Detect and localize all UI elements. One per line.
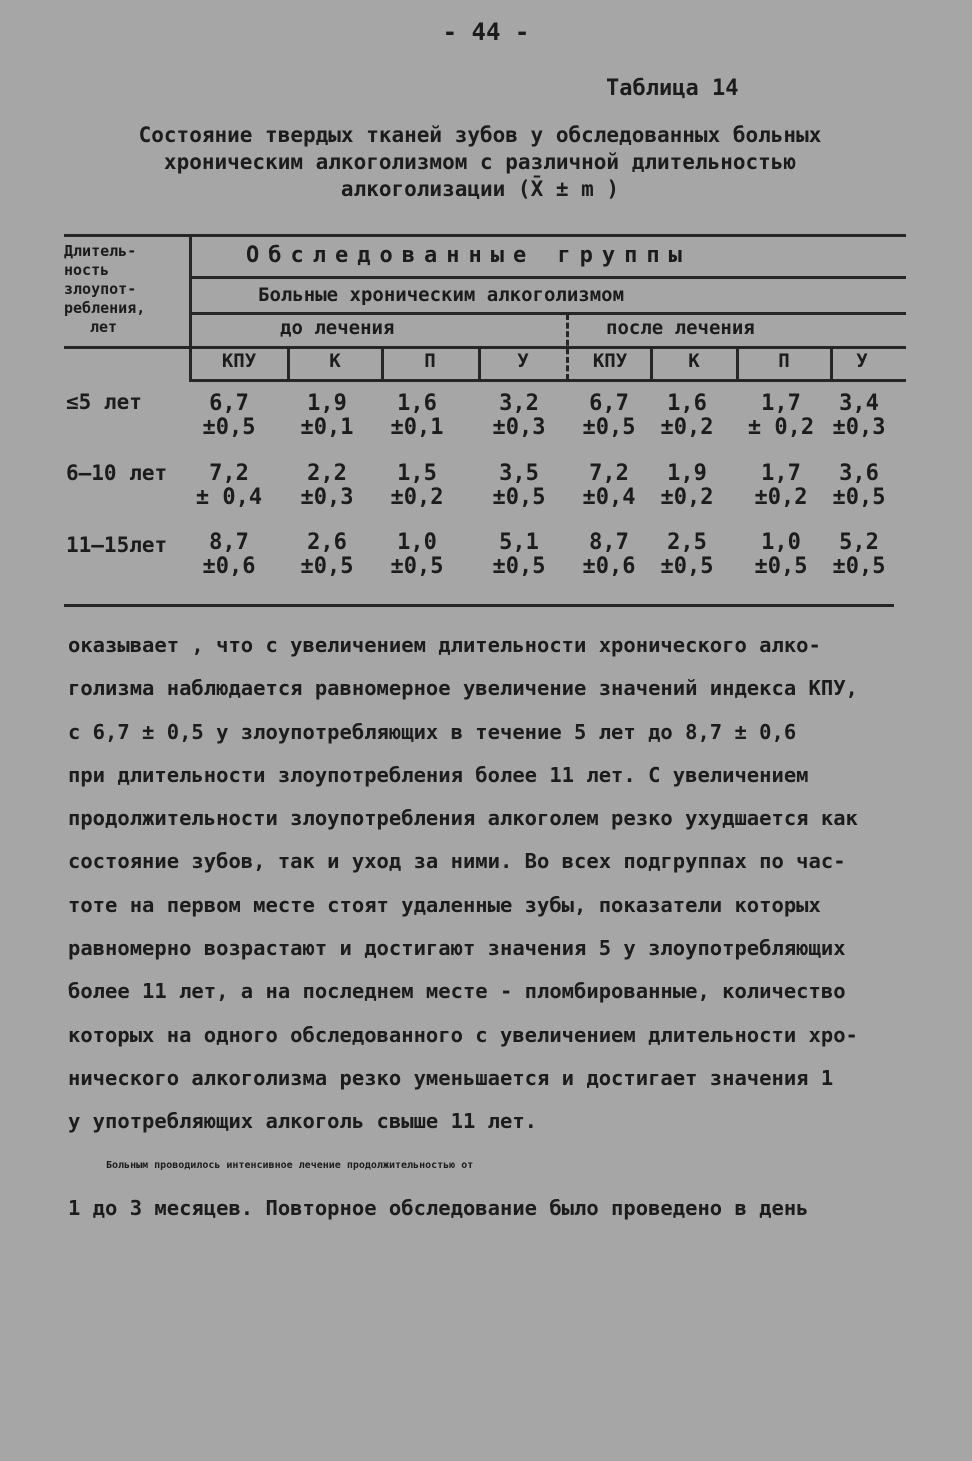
cell-mean: 1,9 [667,461,707,486]
stub-header-line: ность [64,261,110,279]
cell-error: ±0,5 [582,415,636,440]
text-line: более 11 лет, а на последнем месте - пломбированные, количество [68,979,846,1004]
cell-mean: 6,7 [589,391,629,416]
cell-mean: 6,7 [209,391,249,416]
column-header-p: П [778,350,790,372]
table-cell [652,531,722,579]
column-header-kpu: КПУ [221,350,257,372]
table-cell [746,462,816,510]
cell-error: ±0,1 [390,415,444,440]
cell-error: ±0,3 [832,415,886,440]
table-cell [484,531,554,579]
cell-mean: 1,9 [307,391,347,416]
text-line: которых на одного обследованного с увеличением длительности хро- [68,1022,858,1047]
table-cell [292,392,362,440]
cell-error: ±0,1 [300,415,354,440]
table-cell [484,392,554,440]
before-treatment-header: до лечения [280,317,395,339]
cell-error: ±0,5 [492,485,546,510]
text-line: продолжительности злоупотребления алкоголем резко ухудшается как [68,806,858,831]
cell-mean: 2,6 [307,530,347,555]
table-cell [652,392,722,440]
cell-error: ±0,3 [492,415,546,440]
cell-mean: 1,6 [667,391,707,416]
table-cell [292,462,362,510]
column-divider [736,348,739,380]
table-caption [60,122,900,203]
body-text [68,624,898,1230]
cell-mean: 3,5 [499,461,539,486]
column-divider [287,348,290,380]
row-label: 6–10 лет [66,461,168,485]
text-line: равномерно возрастают и достигают значения 5 у злоупотребляющих [68,936,846,961]
cell-error: ±0,5 [832,485,886,510]
cell-error: ±0,3 [300,485,354,510]
cell-mean: 1,6 [397,391,437,416]
cell-mean: 1,0 [761,530,801,555]
column-header-p: П [424,350,436,372]
cell-mean: 3,4 [839,391,879,416]
column-header-rule [192,379,906,382]
column-header-kpu: КПУ [592,350,628,372]
caption-line: хроническим алкоголизмом с различной длительностью [163,150,797,174]
column-header-k: К [329,350,341,372]
text-line: 1 до 3 месяцев. Повторное обследование было проведено в день [68,1195,809,1220]
cell-error: ±0,6 [202,554,256,579]
cell-error: ±0,2 [754,485,808,510]
table-cell [652,462,722,510]
cell-mean: 2,2 [307,461,347,486]
stub-header-line: злоупот- [64,280,137,298]
page-number: - 44 - [442,18,530,46]
group-header: Обследованные группы [246,243,691,268]
column-divider [830,348,833,380]
cell-mean: 3,2 [499,391,539,416]
table-cell [574,531,644,579]
text-line: оказывает , что с увеличением длительности хронического алко- [68,633,821,657]
text-line: Больным проводилось интенсивное лечение продолжительностью от [106,1159,474,1171]
cell-error: ±0,5 [754,554,808,579]
cell-error: ±0,5 [300,554,354,579]
table-cell [574,462,644,510]
table-cell [484,462,554,510]
table-bottom-rule [64,604,894,607]
text-line: у употребляющих алкоголь свыше 11 лет. [68,1109,537,1134]
table-cell [194,462,264,510]
table-cell [194,531,264,579]
cell-error: ±0,5 [660,554,714,579]
group-header-rule [192,276,906,279]
table-cell [824,462,894,510]
stub-header-line: ребления, [64,299,146,317]
text-line: голизма наблюдается равномерное увеличение значений индекса КПУ, [68,676,858,701]
caption-line: алкоголизации (X̄ ± m ) [340,177,620,201]
table-cell [382,392,452,440]
column-divider [381,348,384,380]
row-label: 11–15лет [66,533,168,557]
table-cell [824,531,894,579]
cell-mean: 1,7 [761,391,801,416]
table-cell [292,531,362,579]
cell-error: ±0,5 [492,554,546,579]
table-cell [382,462,452,510]
row-label: ≤5 лет [66,390,142,414]
text-line: с 6,7 ± 0,5 у злоупотребляющих в течение 5 лет до 8,7 ± 0,6 [68,719,797,744]
cell-mean: 1,5 [397,461,437,486]
cell-error: ± 0,4 [195,485,263,510]
stub-header-line: Длитель- [64,242,137,260]
cell-error: ±0,2 [390,485,444,510]
table-cell [824,392,894,440]
stub-header-line: лет [90,318,118,336]
cell-mean: 3,6 [839,461,879,486]
cell-error: ±0,4 [582,485,636,510]
subgroup-header: Больные хроническим алкоголизмом [258,284,625,306]
cell-error: ±0,2 [660,415,714,440]
cell-mean: 8,7 [209,530,249,555]
column-header-u: У [517,350,529,372]
text-line: состояние зубов, так и уход за ними. Во всех подгруппах по час- [68,849,846,874]
cell-error: ±0,2 [660,485,714,510]
caption-line: Состояние твердых тканей зубов у обследованных больных [138,123,822,147]
table-cell [746,531,816,579]
column-divider [478,348,481,380]
cell-mean: 5,2 [839,530,879,555]
table-cell [574,392,644,440]
cell-mean: 8,7 [589,530,629,555]
table-cell [746,392,816,440]
cell-error: ± 0,2 [747,415,815,440]
column-divider [650,348,653,380]
column-header-k: К [688,350,700,372]
cell-error: ±0,5 [390,554,444,579]
subgroup-header-rule [192,312,906,315]
text-line: тоте на первом месте стоят удаленные зубы, показатели которых [68,892,821,917]
text-line: нического алкоголизма резко уменьшается и достигает значения 1 [68,1065,834,1090]
text-line: при длительности злоупотребления более 11 лет. С увеличением [68,762,809,787]
cell-mean: 5,1 [499,530,539,555]
stub-header [64,242,188,337]
cell-error: ±0,5 [202,415,256,440]
table-cell [194,392,264,440]
cell-mean: 7,2 [589,461,629,486]
table-cell [382,531,452,579]
cell-mean: 1,7 [761,461,801,486]
after-treatment-header: после лечения [606,317,755,339]
table-label: Таблица 14 [606,76,739,101]
column-header-u: У [856,350,868,372]
cell-mean: 1,0 [397,530,437,555]
cell-error: ±0,5 [832,554,886,579]
cell-mean: 2,5 [667,530,707,555]
stub-divider [189,234,192,382]
cell-error: ±0,6 [582,554,636,579]
stage-divider [566,314,569,380]
cell-mean: 7,2 [209,461,249,486]
